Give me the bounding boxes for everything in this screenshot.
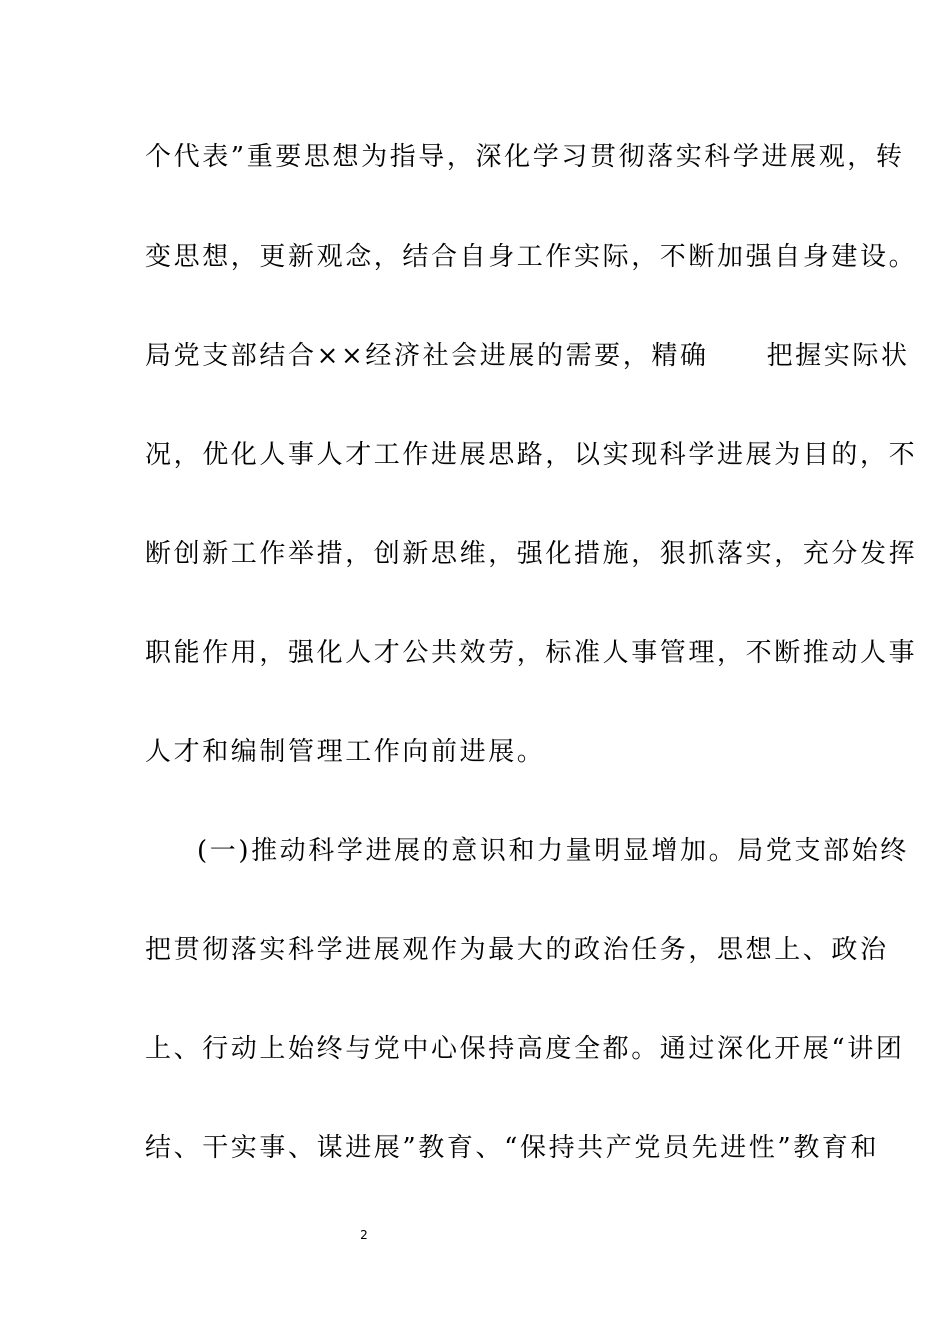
text-line: 职能作用，强化人才公共效劳，标准人事管理，不断推动人事 — [145, 638, 918, 668]
text-line: 况，优化人事人才工作进展思路，以实现科学进展为目的，不 — [145, 440, 918, 470]
paragraph-first-line: (一)推动科学进展的意识和力量明显增加。局党支部始终 — [197, 836, 909, 866]
text-line: 上、行动上始终与党中心保持高度全都。通过深化开展“讲团 — [145, 1034, 905, 1064]
page-number: 2 — [360, 1228, 368, 1242]
text-line — [145, 339, 910, 373]
text-line: 把贯彻落实科学进展观作为最大的政治任务，思想上、政治 — [145, 935, 889, 965]
text-line: 个代表”重要思想为指导，深化学习贯彻落实科学进展观，转 — [145, 142, 905, 172]
text-line: 人才和编制管理工作向前进展。 — [145, 737, 546, 767]
text-segment: 局党支部结合××经济社会进展的需要，精确 — [145, 341, 709, 371]
text-segment: 把握实际状 — [766, 341, 910, 371]
text-line: 变思想，更新观念，结合自身工作实际，不断加强自身建设。 — [145, 242, 918, 272]
text-line: 断创新工作举措，创新思维，强化措施，狠抓落实，充分发挥 — [145, 539, 918, 569]
text-line: 结、干实事、谋进展”教育、“保持共产党员先进性”教育和 — [145, 1133, 880, 1163]
